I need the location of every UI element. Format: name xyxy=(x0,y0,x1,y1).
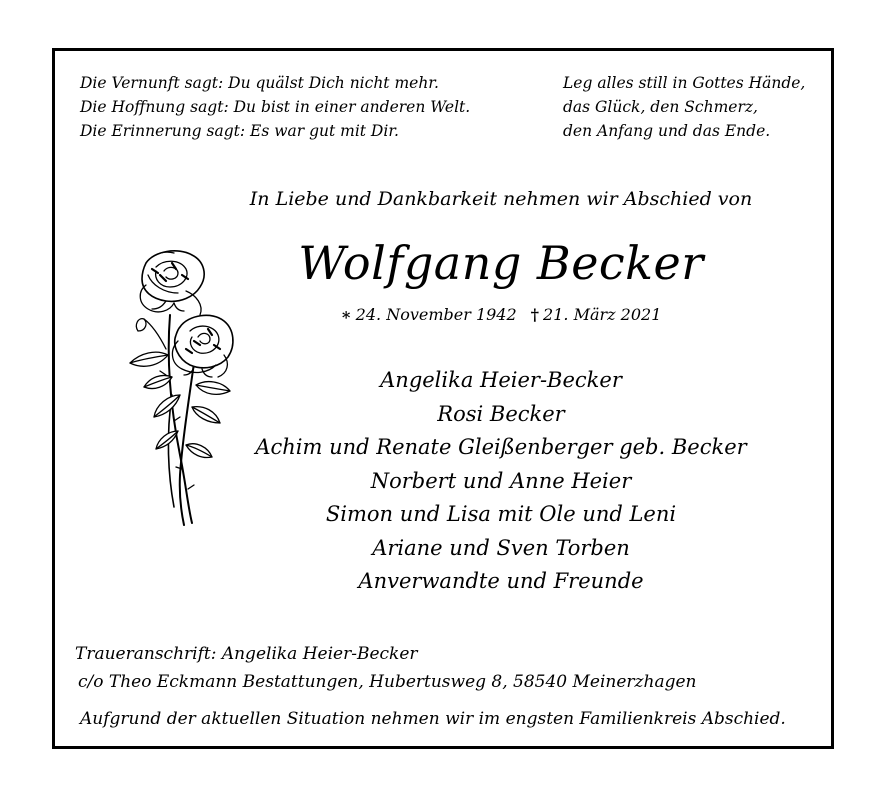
family-member: Simon und Lisa mit Ole und Leni xyxy=(325,502,677,526)
poem-left xyxy=(80,71,470,143)
poem-right-line: Leg alles still in Gottes Hände, xyxy=(563,74,806,92)
family-member: Achim und Renate Gleißenberger geb. Becker xyxy=(255,435,747,459)
family-member: Ariane und Sven Torben xyxy=(372,535,630,560)
mourning-address xyxy=(75,640,697,696)
poem-left-line: Die Erinnerung sagt: Es war gut mit Dir. xyxy=(80,122,399,140)
address-line: c/o Theo Eckmann Bestattungen, Hubertusweg 8, 58540 Meinerzhagen xyxy=(78,672,697,692)
death-date-text: 21. März 2021 xyxy=(543,305,662,324)
rose-illustration xyxy=(108,245,250,527)
birth-date xyxy=(341,305,517,324)
poem-right xyxy=(563,71,805,143)
family-member: Angelika Heier-Becker xyxy=(380,368,622,392)
poem-right-line: den Anfang und das Ende. xyxy=(563,122,771,140)
family-member: Norbert und Anne Heier xyxy=(370,468,632,493)
intro-text: In Liebe und Dankbarkeit nehmen wir Abschied von xyxy=(249,188,753,210)
deceased-name: Wolfgang Becker xyxy=(298,236,704,290)
family-member: Anverwandte und Freunde xyxy=(358,569,644,593)
birth-star-icon: ∗ xyxy=(340,305,352,324)
poem-right-line: das Glück, den Schmerz, xyxy=(563,98,758,116)
family-member: Rosi Becker xyxy=(437,401,565,426)
death-date xyxy=(531,305,662,324)
poem-left-line: Die Vernunft sagt: Du quälst Dich nicht mehr. xyxy=(80,74,439,92)
death-cross-icon: † xyxy=(530,305,540,324)
notice-text: Aufgrund der aktuellen Situation nehmen wir im engsten Familienkreis Abschied. xyxy=(80,709,786,729)
poem-left-line: Die Hoffnung sagt: Du bist in einer anderen Welt. xyxy=(80,98,471,116)
birth-date-text: 24. November 1942 xyxy=(355,305,517,324)
address-line: Traueranschrift: Angelika Heier-Becker xyxy=(75,644,418,664)
